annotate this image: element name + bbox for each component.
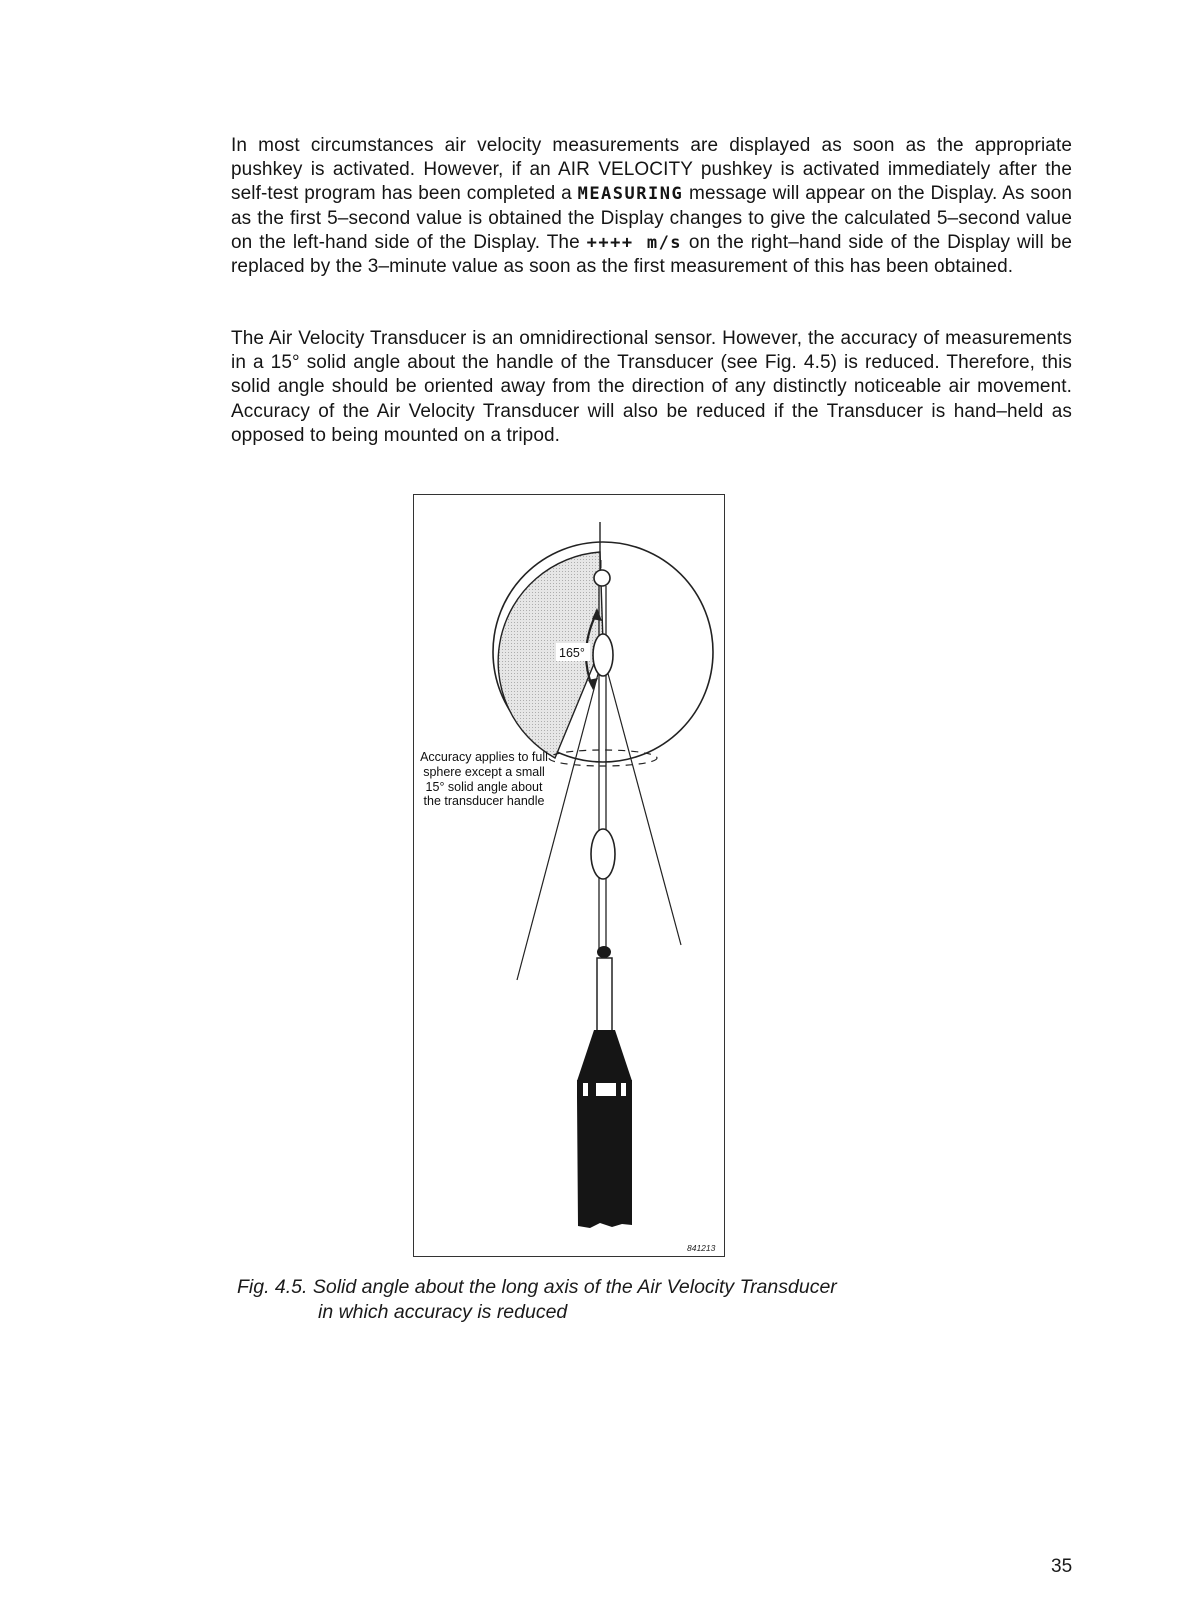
cone-base-ellipse	[549, 750, 657, 766]
angle-label: 165°	[559, 646, 585, 660]
display-message-velocity-placeholder: ++++ m/s	[586, 232, 683, 253]
paragraph-omnidirectional-sensor: The Air Velocity Transducer is an omnidirectional sensor. However, the accuracy of measurements in a 15° solid angle about the handle of the Transducer (see Fig. 4.5) is reduced. Therefore, this solid angle should be oriented away from the direction of any distinctly noticeable air movement. Accuracy of the Air Velocity Transducer will also be reduced if the Transducer is hand–held as opposed to being mounted on a tripod.	[231, 328, 1072, 446]
upper-probe-bulb	[593, 634, 613, 676]
transducer-body	[577, 1097, 632, 1228]
handle-tube	[597, 958, 612, 1032]
caption-line-1: Fig. 4.5. Solid angle about the long axis of the Air Velocity Transducer	[237, 1276, 837, 1298]
cone-line-right	[603, 655, 681, 945]
paragraph-text: on the right–hand side of the Display will be replaced by the 3–minute value as soon as the first measurement of this has been obtained.	[231, 231, 1072, 278]
caption-line-2: in which accuracy is reduced	[318, 1301, 568, 1323]
figure-caption	[237, 1275, 837, 1325]
accuracy-callout: Accuracy applies to full sphere except a small 15° solid angle about the transducer handle	[420, 750, 548, 809]
transducer-body-cone	[577, 1030, 632, 1081]
lower-probe-bulb	[591, 829, 615, 879]
page-number: 35	[1051, 1556, 1073, 1577]
figure-code: 841213	[687, 1243, 716, 1253]
display-message-measuring: MEASURING	[577, 184, 684, 205]
paragraph-text: message will appear on the Display. As soon as the first 5–second value is obtained the Display changes to give the calculated 5–second value on the left-hand side of the Display. The	[231, 183, 1072, 253]
top-sensor-ball	[594, 570, 610, 586]
paragraph-text: In most circumstances air velocity measurements are displayed as soon as the appropriate pushkey is activated. However, if an AIR VELOCITY pushkey is activated immediately after the self-test program has been completed a	[231, 135, 1072, 205]
